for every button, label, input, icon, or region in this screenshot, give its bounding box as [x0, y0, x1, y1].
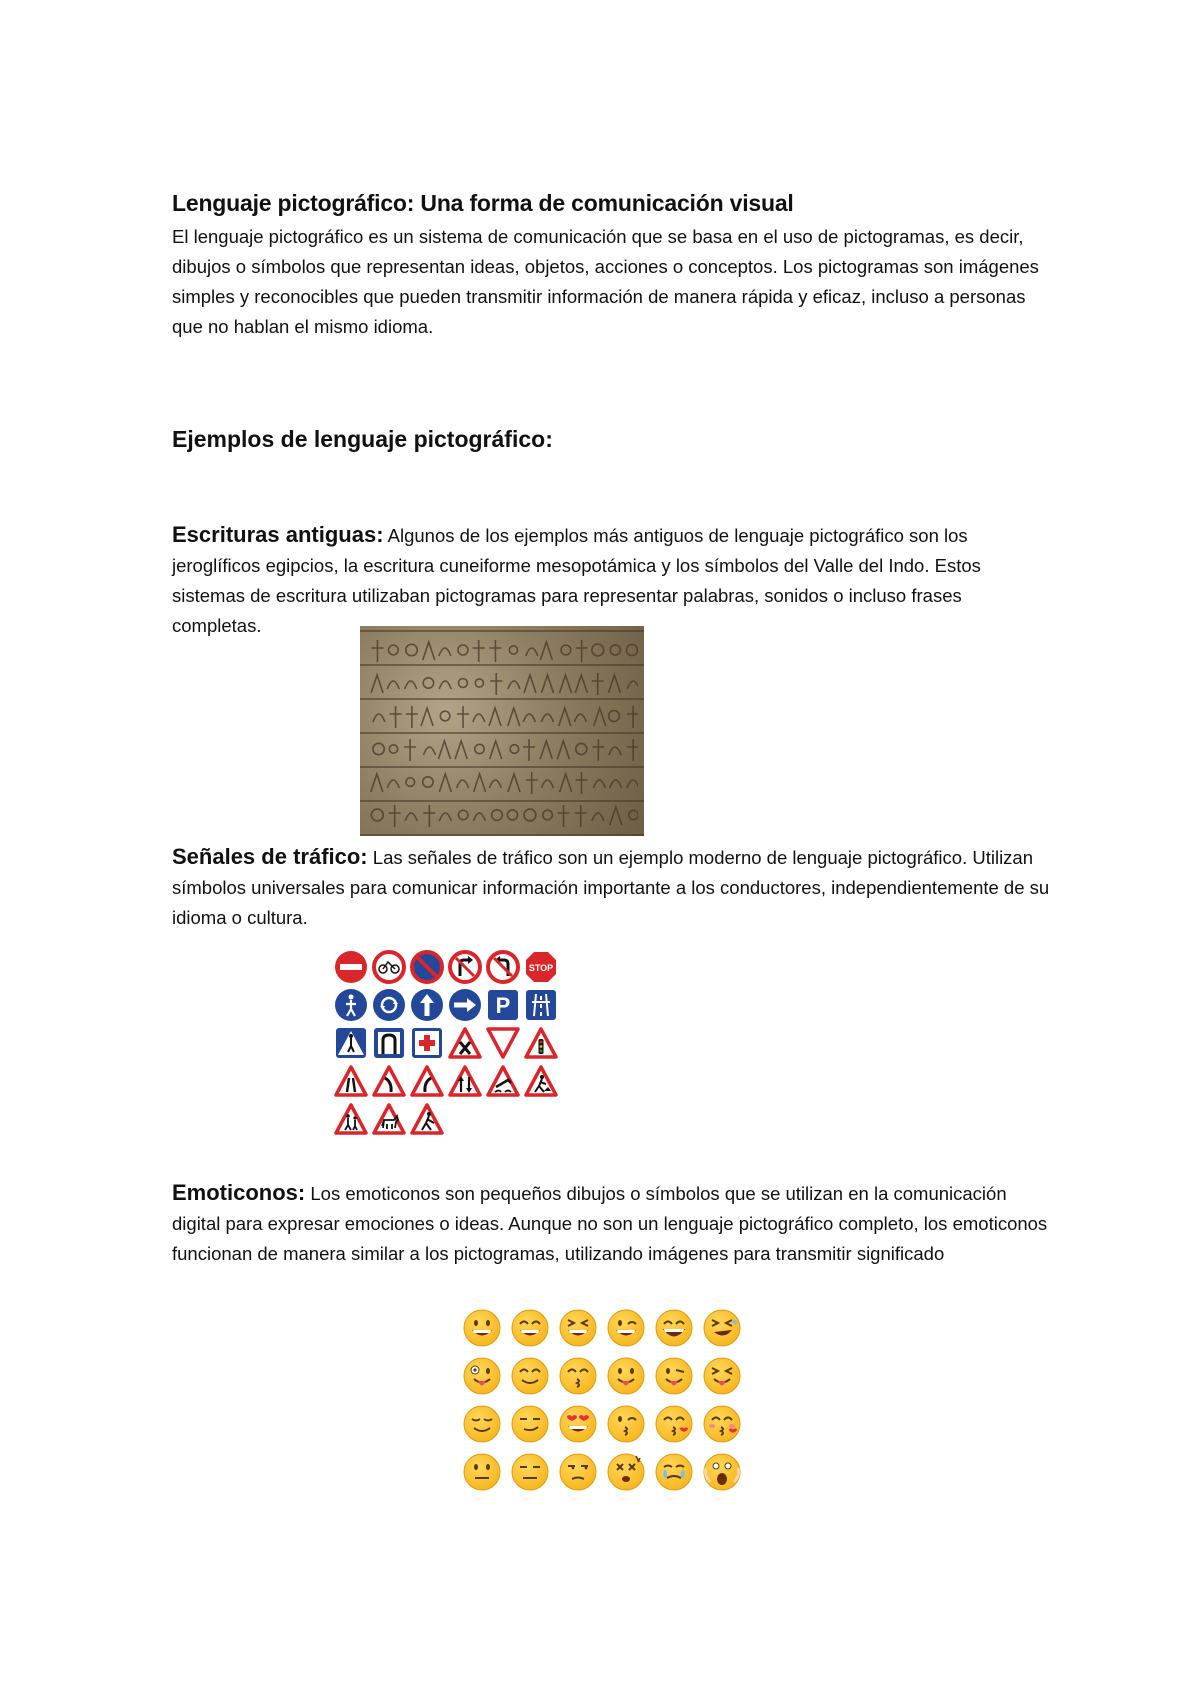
hieroglyph-mark — [541, 714, 553, 722]
straight-only-sign-icon — [410, 988, 444, 1022]
hieroglyph-mark — [439, 648, 451, 656]
traffic-signs-image — [334, 950, 564, 1140]
heart-eyes-emoji-icon — [558, 1404, 598, 1444]
hieroglyph-mark — [371, 774, 383, 792]
hieroglyph-mark — [560, 675, 572, 693]
hieroglyph-mark — [373, 714, 385, 722]
hieroglyph-mark — [509, 646, 517, 654]
hieroglyph-mark — [610, 780, 622, 788]
animals-sign-icon — [372, 1102, 406, 1136]
hieroglyph-mark — [473, 714, 485, 722]
grinning-emoji-icon — [462, 1308, 502, 1348]
tongue-emoji-icon — [606, 1356, 646, 1396]
hieroglyph-mark — [387, 681, 399, 689]
hieroglyphs-image — [360, 626, 644, 836]
crossroads-sign-icon — [448, 1026, 482, 1060]
hieroglyph-mark — [627, 706, 638, 728]
hieroglyph-mark — [626, 644, 637, 655]
pedestrian-sign-icon — [334, 988, 368, 1022]
hieroglyph-mark — [438, 741, 450, 759]
tunnel-sign-icon — [372, 1026, 406, 1060]
no-left-turn-sign-icon — [486, 950, 520, 984]
hieroglyph-mark — [423, 777, 433, 787]
stop-sign-label: STOP — [528, 963, 554, 973]
hieroglyph-mark — [387, 780, 399, 788]
hieroglyph-mark — [507, 810, 517, 820]
hieroglyph-mark — [421, 708, 433, 726]
expressionless-emoji-icon — [510, 1452, 550, 1492]
hieroglyph-mark — [406, 706, 418, 728]
wink-tongue-emoji-icon — [654, 1356, 694, 1396]
hieroglyph-mark — [459, 679, 468, 688]
hieroglyph-mark — [543, 810, 553, 820]
hieroglyph-mark — [574, 714, 586, 722]
hieroglyph-mark — [490, 741, 502, 759]
beaming-emoji-icon — [510, 1308, 550, 1348]
hieroglyph-mark — [592, 739, 604, 761]
hieroglyph-mark — [592, 813, 604, 821]
neutral-emoji-icon — [462, 1452, 502, 1492]
hieroglyph-mark — [371, 675, 383, 693]
section-traffic-signs — [172, 842, 1052, 933]
hieroglyph-mark — [524, 675, 536, 693]
kissing-smile-emoji-icon — [558, 1356, 598, 1396]
right-only-sign-icon — [448, 988, 482, 1022]
hieroglyph-mark — [575, 805, 587, 827]
no-entry-sign-icon — [334, 950, 368, 984]
hieroglyph-mark — [423, 747, 435, 755]
hieroglyph-mark — [526, 772, 538, 794]
no-parking-sign-icon — [410, 950, 444, 984]
hieroglyph-mark — [508, 708, 520, 726]
kiss-blush-emoji-icon — [702, 1404, 742, 1444]
hieroglyph-mark — [406, 644, 418, 656]
section-lead: Emoticonos: — [172, 1180, 306, 1205]
hieroglyph-mark — [492, 810, 503, 821]
hieroglyph-mark — [576, 743, 587, 754]
roadworks-sign-icon — [524, 1064, 558, 1098]
hieroglyph-mark — [439, 813, 451, 821]
grin-squint-emoji-icon — [558, 1308, 598, 1348]
laugh-emoji-icon — [654, 1308, 694, 1348]
narrow-road-sign-icon — [334, 1064, 368, 1098]
slippery-sign-icon — [486, 1064, 520, 1098]
hieroglyph-mark — [510, 745, 519, 754]
crying-emoji-icon — [654, 1452, 694, 1492]
hieroglyph-mark — [457, 780, 469, 788]
hieroglyph-mark — [440, 711, 450, 721]
section-lead: Escrituras antiguas: — [172, 522, 384, 547]
parking-sign-label: P — [495, 993, 511, 1018]
hieroglyph-mark — [489, 640, 501, 662]
road-end-sign-icon — [524, 988, 558, 1022]
section-text: Algunos de los ejemplos más antiguos de lenguaje pictográfico son los jeroglíficos egipcios, la escritura cuneiforme mesopotámica y los símbolos del Valle del Indo. Estos sistemas de escritura utilizaban pictogramas para representar palabras, sonidos o incluso frases completas. — [172, 525, 981, 636]
hieroglyph-mark — [473, 813, 485, 821]
hieroglyph-mark — [629, 810, 638, 819]
hieroglyph-mark — [594, 708, 606, 726]
hieroglyph-mark — [439, 681, 451, 689]
hieroglyph-mark — [561, 645, 571, 655]
hieroglyph-mark — [475, 744, 484, 753]
hieroglyph-mark — [593, 780, 605, 788]
hieroglyph-mark — [508, 774, 520, 792]
hieroglyph-carvings — [366, 632, 638, 830]
emoticons-image — [462, 1308, 752, 1508]
hieroglyph-mark — [389, 805, 401, 827]
hieroglyph-mark — [523, 739, 535, 761]
parking-sign-icon — [486, 988, 520, 1022]
intro-paragraph: El lenguaje pictográfico es un sistema de comunicación que se basa en el uso de pictogramas, es decir, dibujos o símbolos que representan ideas, objetos, acciones o conceptos. Los pictogramas son imágenes simples y reconocibles que pueden transmitir información de manera rápida y eficaz, incluso a personas que no hablan el mismo idioma. — [172, 226, 1039, 337]
crazy-emoji-icon — [462, 1356, 502, 1396]
screaming-emoji-icon — [702, 1452, 742, 1492]
curve-left-sign-icon — [372, 1064, 406, 1098]
hieroglyph-mark — [371, 640, 383, 662]
hieroglyph-mark — [423, 678, 433, 688]
hieroglyph-mark — [627, 780, 638, 788]
hieroglyph-mark — [458, 810, 467, 819]
no-right-turn-sign-icon — [448, 950, 482, 984]
section-text: Los emoticonos son pequeños dibujos o símbolos que se utilizan en la comunicación digital para expresar emociones o ideas. Aunque no son un lenguaje pictográfico completo, los emoticonos funcionan de manera similar a los pictogramas, utilizando imágenes para transmitir significado — [172, 1183, 1048, 1264]
hieroglyph-mark — [609, 711, 620, 722]
hieroglyph-mark — [489, 708, 501, 726]
dizzy-emoji-icon — [606, 1452, 646, 1492]
hieroglyph-mark — [373, 743, 384, 754]
hieroglyph-mark — [627, 681, 638, 689]
hieroglyph-mark — [558, 805, 570, 827]
kiss-heart-emoji-icon — [654, 1404, 694, 1444]
hieroglyph-mark — [389, 745, 397, 753]
hieroglyph-mark — [404, 739, 416, 761]
rofl-emoji-icon — [702, 1308, 742, 1348]
hieroglyph-mark — [592, 644, 604, 656]
hieroglyph-mark — [541, 675, 553, 693]
hieroglyph-mark — [575, 675, 587, 693]
hieroglyph-mark — [560, 774, 572, 792]
hieroglyph-mark — [524, 809, 536, 821]
section-text: Las señales de tráfico son un ejemplo moderno de lenguaje pictográfico. Utilizan símbolos universales para comunicar información importante a los conductores, independientemente de su idioma o cultura. — [172, 847, 1050, 928]
stop-sign-icon — [524, 950, 558, 984]
traffic-light-sign-icon — [524, 1026, 558, 1060]
children-sign-icon — [334, 1102, 368, 1136]
workers-sign-icon — [410, 1102, 444, 1136]
hieroglyph-mark — [423, 805, 435, 827]
section-emoticons — [172, 1178, 1052, 1269]
hieroglyph-mark — [458, 645, 468, 655]
examples-heading: Ejemplos de lenguaje pictográfico: — [172, 426, 553, 452]
hieroglyph-mark — [405, 813, 417, 821]
hieroglyph-mark — [423, 642, 435, 660]
kiss-wink-emoji-icon — [606, 1404, 646, 1444]
hieroglyph-mark — [592, 673, 604, 695]
squint-tongue-emoji-icon — [702, 1356, 742, 1396]
hieroglyph-mark — [508, 681, 520, 689]
winking-grin-emoji-icon — [606, 1308, 646, 1348]
hieroglyph-mark — [559, 708, 571, 726]
hieroglyph-mark — [540, 642, 552, 660]
hieroglyph-mark — [575, 772, 587, 794]
hieroglyph-mark — [455, 741, 467, 759]
two-way-sign-icon — [448, 1064, 482, 1098]
hieroglyph-mark — [541, 780, 553, 788]
yield-sign-icon — [486, 1026, 520, 1060]
hieroglyph-mark — [523, 714, 535, 722]
no-bicycles-sign-icon — [372, 950, 406, 984]
hieroglyph-mark — [557, 741, 569, 759]
hieroglyph-mark — [406, 778, 415, 787]
hieroglyph-mark — [439, 774, 451, 792]
hieroglyph-mark — [610, 807, 622, 825]
smiling-emoji-icon — [510, 1356, 550, 1396]
hieroglyph-mark — [388, 645, 398, 655]
curve-right-sign-icon — [410, 1064, 444, 1098]
section-lead: Señales de tráfico: — [172, 844, 368, 869]
crossing-sign-icon — [334, 1026, 368, 1060]
smirk-emoji-icon — [510, 1404, 550, 1444]
hieroglyph-mark — [610, 645, 620, 655]
unamused-emoji-icon — [558, 1452, 598, 1492]
hieroglyph-mark — [627, 739, 638, 761]
hospital-sign-icon — [410, 1026, 444, 1060]
hieroglyph-mark — [490, 673, 502, 695]
hieroglyph-mark — [405, 681, 417, 689]
hieroglyph-mark — [489, 780, 501, 788]
hieroglyph-mark — [576, 640, 588, 662]
hieroglyph-mark — [540, 741, 552, 759]
hieroglyph-mark — [609, 747, 621, 755]
hieroglyph-mark — [371, 809, 383, 821]
hieroglyph-mark — [475, 679, 483, 687]
hieroglyph-mark — [526, 648, 538, 656]
hieroglyph-mark — [390, 706, 402, 728]
hieroglyph-mark — [473, 640, 485, 662]
relieved-emoji-icon — [462, 1404, 502, 1444]
roundabout-sign-icon — [372, 988, 406, 1022]
document-title: Lenguaje pictográfico: Una forma de comunicación visual — [172, 190, 794, 216]
section-ancient-writing — [172, 520, 1052, 641]
hieroglyph-mark — [608, 675, 620, 693]
hieroglyph-mark — [474, 774, 486, 792]
hieroglyph-mark — [457, 706, 469, 728]
